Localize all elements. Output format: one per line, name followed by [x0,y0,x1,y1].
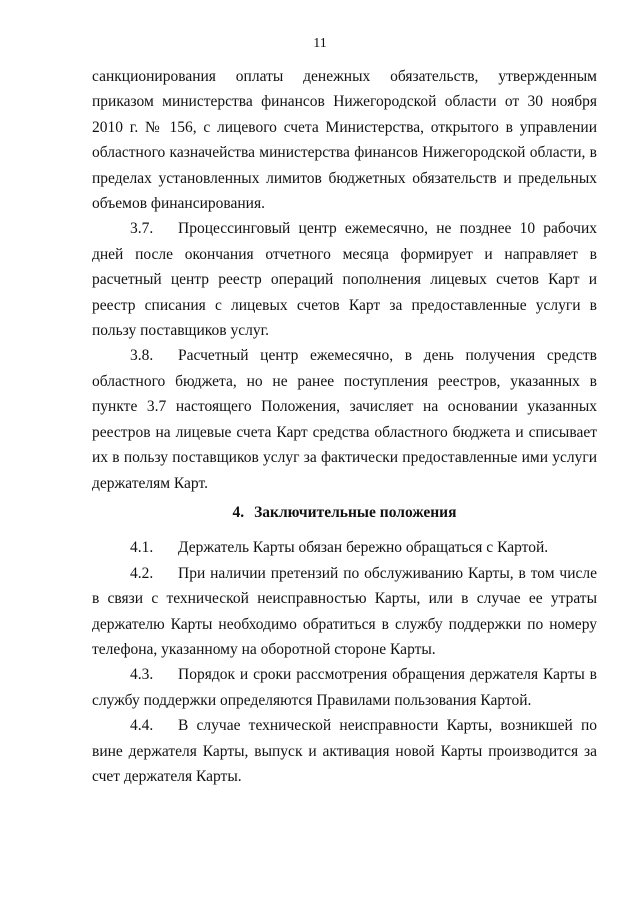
section-heading [92,500,597,525]
clause-text: Процессинговый центр ежемесячно, не позднее 10 рабочих дней после окончания отчетного месяца формирует и направляет в расчетный центр реестр операций пополнения лицевых счетов Карт и реестр списания с лицевых счетов Карт за предоставленные услуги в пользу поставщиков услуг. [92,220,597,340]
clause-number: 4.2. [130,564,154,582]
clause-4-4 [92,713,597,789]
section-number: 4. [232,503,245,521]
intro-paragraph: санкционирования оплаты денежных обязательств, утвержденным приказом министерства финансов Нижегородской области от 30 ноября 2010 г. № 156, с лицевого счета Министерства, открытого в управлении областного казначейства министерства финансов Нижегородской области, в пределах установленных лимитов бюджетных обязательств и предельных объемов финансирования. [92,68,597,213]
clause-number: 4.4. [130,717,154,735]
section-title: Заключительные положения [254,503,457,521]
clause-text: Расчетный центр ежемесячно, в день получения средств областного бюджета, но не ранее поступления реестров, указанных в пункте 3.7 настоящего Положения, зачисляет на основании указанных реестров на лицевые счета Карт средства областного бюджета и списывает их в пользу поставщиков услуг за фактически предоставленные ими услуги держателям Карт. [92,347,597,492]
clause-4-3 [92,662,597,713]
clause-text: Порядок и сроки рассмотрения обращения держателя Карты в службу поддержки определяются Правилами пользования Картой. [92,666,597,709]
clause-3-7 [92,216,597,343]
clause-text: В случае технической неисправности Карты, возникшей по вине держателя Карты, выпуск и активация новой Карты производится за счет держателя Карты. [92,717,597,785]
clause-4-1 [92,535,597,560]
clause-number: 3.8. [130,347,154,365]
clause-number: 4.1. [130,539,154,557]
document-body [92,64,597,789]
page-number: 11 [313,36,327,51]
clause-number: 4.3. [130,666,154,684]
clause-text: При наличии претензий по обслуживанию Карты, в том числе в связи с технической неисправностью Карты, или в случае ее утраты держателю Карты необходимо обратиться в службу поддержки по номеру телефона, указанному на оборотной стороне Карты. [92,564,597,658]
clause-3-8 [92,343,597,495]
clause-number: 3.7. [130,220,154,238]
clause-text: Держатель Карты обязан бережно обращаться с Картой. [178,539,549,557]
clause-4-2 [92,561,597,663]
